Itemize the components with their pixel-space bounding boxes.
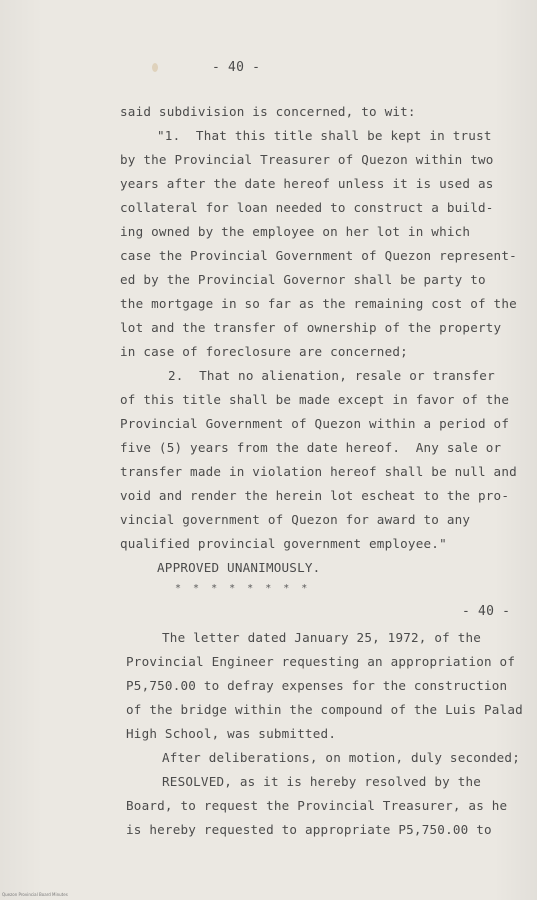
text-line: ing owned by the employee on her lot in which [120, 224, 471, 239]
text-line: The letter dated January 25, 1972, of the [162, 630, 482, 645]
text-line: Provincial Engineer requesting an appropriation of [126, 654, 516, 669]
text-line: vincial government of Quezon for award to any [120, 512, 471, 527]
paper-stain [152, 63, 158, 72]
item-number: - 40 - [462, 604, 511, 619]
text-line: by the Provincial Treasurer of Quezon within two [120, 152, 494, 167]
text-line: collateral for loan needed to construct a build- [120, 200, 494, 215]
separator-asterisks: * * * * * * * * [175, 583, 311, 594]
text-line: lot and the transfer of ownership of the property [120, 320, 502, 335]
text-line: 2. That no alienation, resale or transfer [168, 368, 495, 383]
text-line: RESOLVED, as it is hereby resolved by the [162, 774, 482, 789]
text-line: of this title shall be made except in favor of the [120, 392, 510, 407]
text-line: Board, to request the Provincial Treasurer, as he [126, 798, 508, 813]
text-line: the mortgage in so far as the remaining cost of the [120, 296, 517, 311]
text-line: ed by the Provincial Governor shall be party to [120, 272, 486, 287]
text-line: qualified provincial government employee." [120, 536, 447, 551]
text-line: is hereby requested to appropriate P5,750.00 to [126, 822, 492, 837]
text-line: transfer made in violation hereof shall be null and [120, 464, 517, 479]
text-line: Provincial Government of Quezon within a period of [120, 416, 510, 431]
text-line: High School, was submitted. [126, 726, 337, 741]
text-line: "1. That this title shall be kept in trust [157, 128, 492, 143]
text-line: in case of foreclosure are concerned; [120, 344, 408, 359]
approval-line: APPROVED UNANIMOUSLY. [157, 560, 321, 575]
text-line: void and render the herein lot escheat to the pro- [120, 488, 510, 503]
text-line: of the bridge within the compound of the Luis Palad [126, 702, 523, 717]
page-number: - 40 - [212, 60, 261, 75]
scan-footer: Quezon Provincial Board Minutes [2, 892, 68, 897]
text-line: five (5) years from the date hereof. Any sale or [120, 440, 502, 455]
text-line: After deliberations, on motion, duly seconded; [162, 750, 520, 765]
text-line: said subdivision is concerned, to wit: [120, 104, 416, 119]
text-line: P5,750.00 to defray expenses for the construction [126, 678, 508, 693]
text-line: years after the date hereof unless it is used as [120, 176, 494, 191]
text-line: case the Provincial Government of Quezon represent- [120, 248, 517, 263]
